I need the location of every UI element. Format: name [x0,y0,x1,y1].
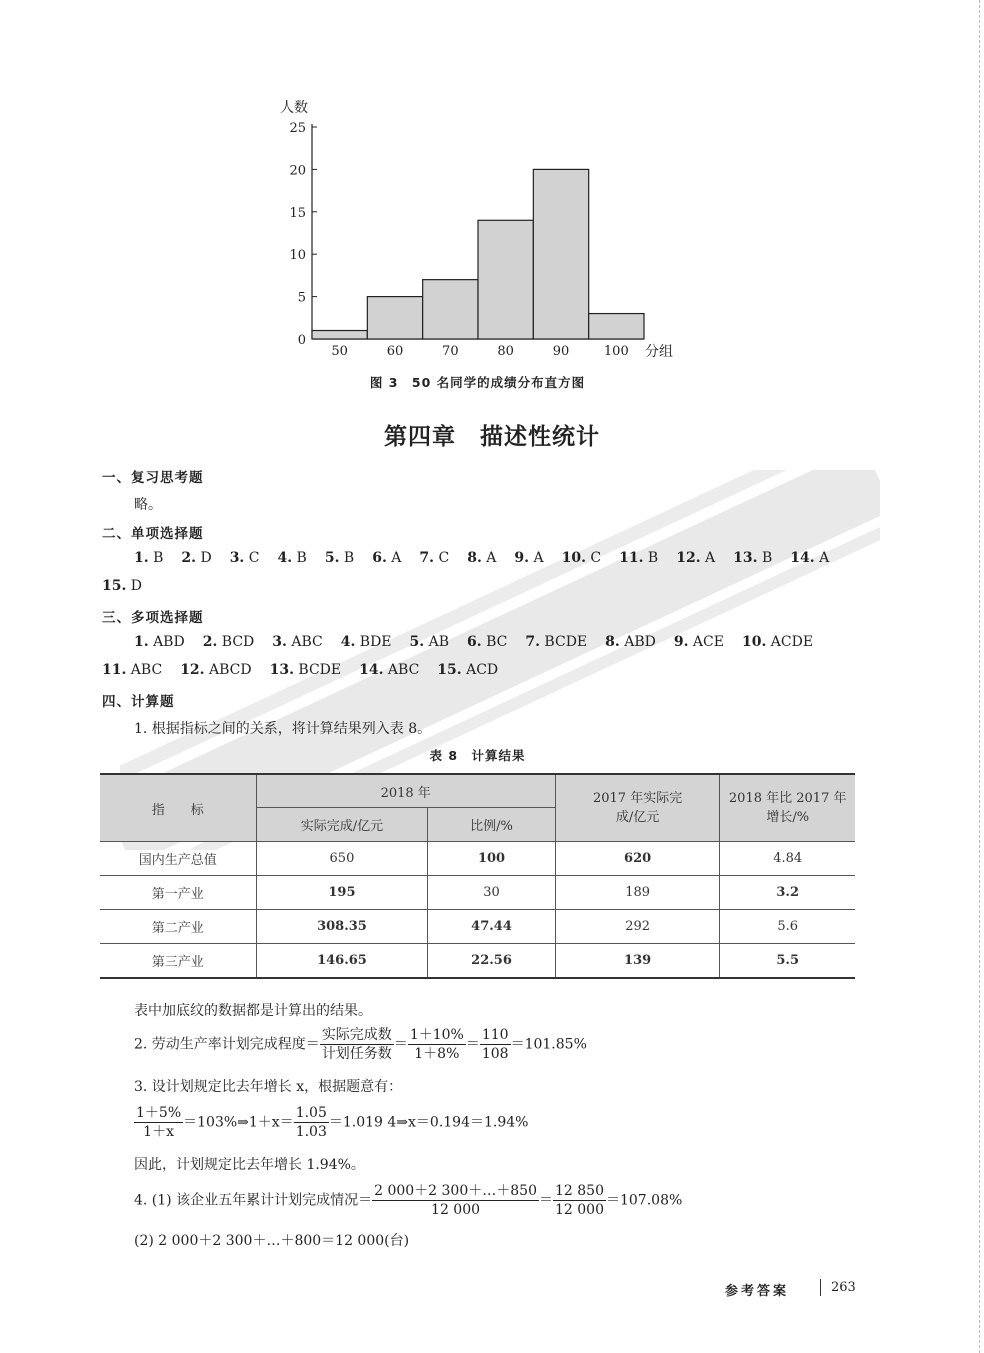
section-calculation: 四、计算题 [102,694,175,710]
chart-x-ticks [331,344,628,359]
chart-y-ticks [289,121,317,348]
choice-answer: 9. A [514,550,544,566]
table-row [100,910,855,944]
y-tick-label: 20 [289,163,306,179]
table-cell: 22.56 [428,944,556,979]
choice-answer: 15. ACD [437,662,499,678]
choice-answer: 5. B [324,550,355,566]
choice-answer: 7. BCDE [525,634,588,650]
th-2017 [555,774,720,842]
chapter-title: 第四章 描述性统计 [384,424,600,450]
table-cell: 3.2 [720,876,855,910]
choice-answer: 11. B [619,550,659,566]
y-tick-label: 10 [289,248,306,264]
choice-answer: 10. C [561,550,602,566]
th-actual: 实际完成/亿元 [256,808,428,842]
histogram-chart [270,90,690,370]
choice-answer: 14. ABC [359,662,420,678]
q2-frac-2: $\frac{1+10\%}{1+8\%}$ [409,1027,464,1062]
table-cell: 5.5 [720,944,855,979]
th-2018: 2018 年 [256,774,555,808]
figure-caption: 图 3 50 名同学的成绩分布直方图 [369,375,586,390]
table-cell: 5.6 [720,910,855,944]
histogram-bar [533,169,588,339]
x-tick-label: 80 [497,344,514,359]
choice-answer: 13. B [733,550,773,566]
histogram-bar [423,280,478,339]
calc-q2: 2. 劳动生产率计划完成程度＝ $\frac{\text{实际完成数}}{\text{计划任务数}}$ ＝ $\frac{1+10\%}{1+8\%}$ ＝ $\frac{110}{108}$ ＝101.85% [134,1027,587,1062]
table-row [100,876,855,910]
choice-answer: 14. A [790,550,830,566]
choice-answer: 6. A [372,550,402,566]
calc-q4-part2: (2) 2 000＋2 300＋…＋800＝12 000(台) [134,1233,410,1249]
calc-q3-conclusion: 因此，计划规定比去年增长 1.94%。 [134,1157,365,1173]
q4-frac-1: $\frac{2 000+2 300+\dots+850}{12 000}$ [374,1183,537,1218]
choice-answer: 2. BCD [202,634,255,650]
section-review-body: 略。 [134,497,162,513]
choice-answer: 15. D [102,578,143,594]
th-indicator: 指 标 [100,774,256,842]
choice-answer: 6. BC [467,634,508,650]
choice-answer: 8. A [467,550,497,566]
table-cell: 4.84 [720,842,855,876]
table-cell: 30 [428,876,556,910]
section-review: 一、复习思考题 [102,470,204,486]
q4-frac-2: $\frac{12 850}{12 000}$ [554,1183,604,1218]
table-cell: 189 [555,876,720,910]
choice-answer: 13. BCDE [269,662,342,678]
histogram-bar [589,314,644,339]
choice-answer: 12. ABCD [180,662,252,678]
choice-answer: 12. A [676,550,716,566]
table-note: 表中加底纹的数据都是计算出的结果。 [134,1003,372,1019]
table-row [100,944,855,979]
histogram-bar [367,297,422,339]
row-label: 第二产业 [100,910,256,944]
result-table [100,773,855,979]
q3-frac-1: $\frac{1+5\%}{1+x}$ [136,1105,182,1140]
table-cell: 195 [256,876,428,910]
choice-answer: 3. ABC [272,634,323,650]
choice-answer: 4. B [277,550,307,566]
q2-result: ＝101.85% [510,1036,587,1053]
th-2017-text: 2017 年实际完成/亿元 [592,791,683,825]
q3-result: ＝1.019 4⇒x＝0.194＝1.94% [328,1114,529,1131]
x-tick-label: 50 [331,344,348,359]
table-caption: 表 8 计算结果 [429,748,526,763]
choice-answer: 8. ABD [605,634,656,650]
x-tick-label: 100 [603,344,629,359]
calc-q4: 4. (1) 该企业五年累计计划完成情况＝ $\frac{2 000+2 300+\dots+850}{12 000}$ ＝ $\frac{12 850}{12 000}$ ＝107.08% [134,1183,683,1218]
row-label: 第一产业 [100,876,256,910]
y-tick-label: 25 [289,121,306,136]
histogram-bar [478,220,533,339]
q4-result: ＝107.08% [605,1192,683,1209]
q2-frac-1: $\frac{\text{实际完成数}}{\text{计划任务数}}$ [321,1027,392,1062]
section-multi-choice: 三、多项选择题 [102,610,204,626]
y-tick-label: 15 [289,205,306,221]
th-ratio: 比例/% [428,808,556,842]
chart-xlabel: 分组 [645,344,673,360]
multi-choice-line-1 [134,634,831,650]
choice-answer: 1. ABD [134,634,185,650]
row-label: 第三产业 [100,944,256,979]
single-choice-line-1 [134,550,847,566]
single-choice-line-2 [102,578,160,594]
table-cell: 292 [555,910,720,944]
table-cell: 100 [428,842,556,876]
y-tick-label: 0 [297,333,306,348]
choice-answer: 4. BDE [340,634,392,650]
histogram-bar [312,331,367,339]
x-tick-label: 90 [552,344,570,359]
q2-frac-3: $\frac{110}{108}$ [481,1027,509,1062]
table-row [100,842,855,876]
choice-answer: 1. B [134,550,164,566]
table-cell: 47.44 [428,910,556,944]
q2-label: 2. 劳动生产率计划完成程度＝ [134,1036,320,1053]
calc-q3: 3. 设计划规定比去年增长 x，根据题意有： [134,1079,403,1095]
choice-answer: 3. C [229,550,260,566]
q3-frac-2: $\frac{1.05}{1.03}$ [295,1105,327,1140]
choice-answer: 10. ACDE [741,634,814,650]
table-cell: 620 [555,842,720,876]
th-growth [720,774,855,842]
footer-divider [820,1279,821,1296]
x-tick-label: 60 [386,344,404,359]
table-cell: 308.35 [256,910,428,944]
table-cell: 650 [256,842,428,876]
q3-mid: ＝103%⇒1＋x＝ [183,1114,294,1131]
choice-answer: 5. AB [409,634,450,650]
multi-choice-line-2 [102,662,516,678]
chart-bars [312,169,644,339]
y-tick-label: 5 [297,290,306,306]
row-label: 国内生产总值 [100,842,256,876]
choice-answer: 2. D [181,550,212,566]
footer-label: 参考答案 [725,1284,790,1299]
choice-answer: 11. ABC [102,662,163,678]
th-growth-text: 2018 年比 2017 年增长/% [728,791,847,825]
choice-answer: 9. ACE [673,634,724,650]
page-border [979,0,980,1353]
chart-ylabel: 人数 [280,100,308,116]
table-cell: 146.65 [256,944,428,979]
page-number: 263 [831,1280,856,1295]
calc-q1: 1. 根据指标之间的关系，将计算结果列入表 8。 [134,721,432,737]
q4-label: 4. (1) 该企业五年累计计划完成情况＝ [134,1192,373,1209]
choice-answer: 7. C [419,550,450,566]
x-tick-label: 70 [442,344,459,359]
calc-q3-equation [134,1104,528,1141]
section-single-choice: 二、单项选择题 [102,526,204,542]
table-cell: 139 [555,944,720,979]
